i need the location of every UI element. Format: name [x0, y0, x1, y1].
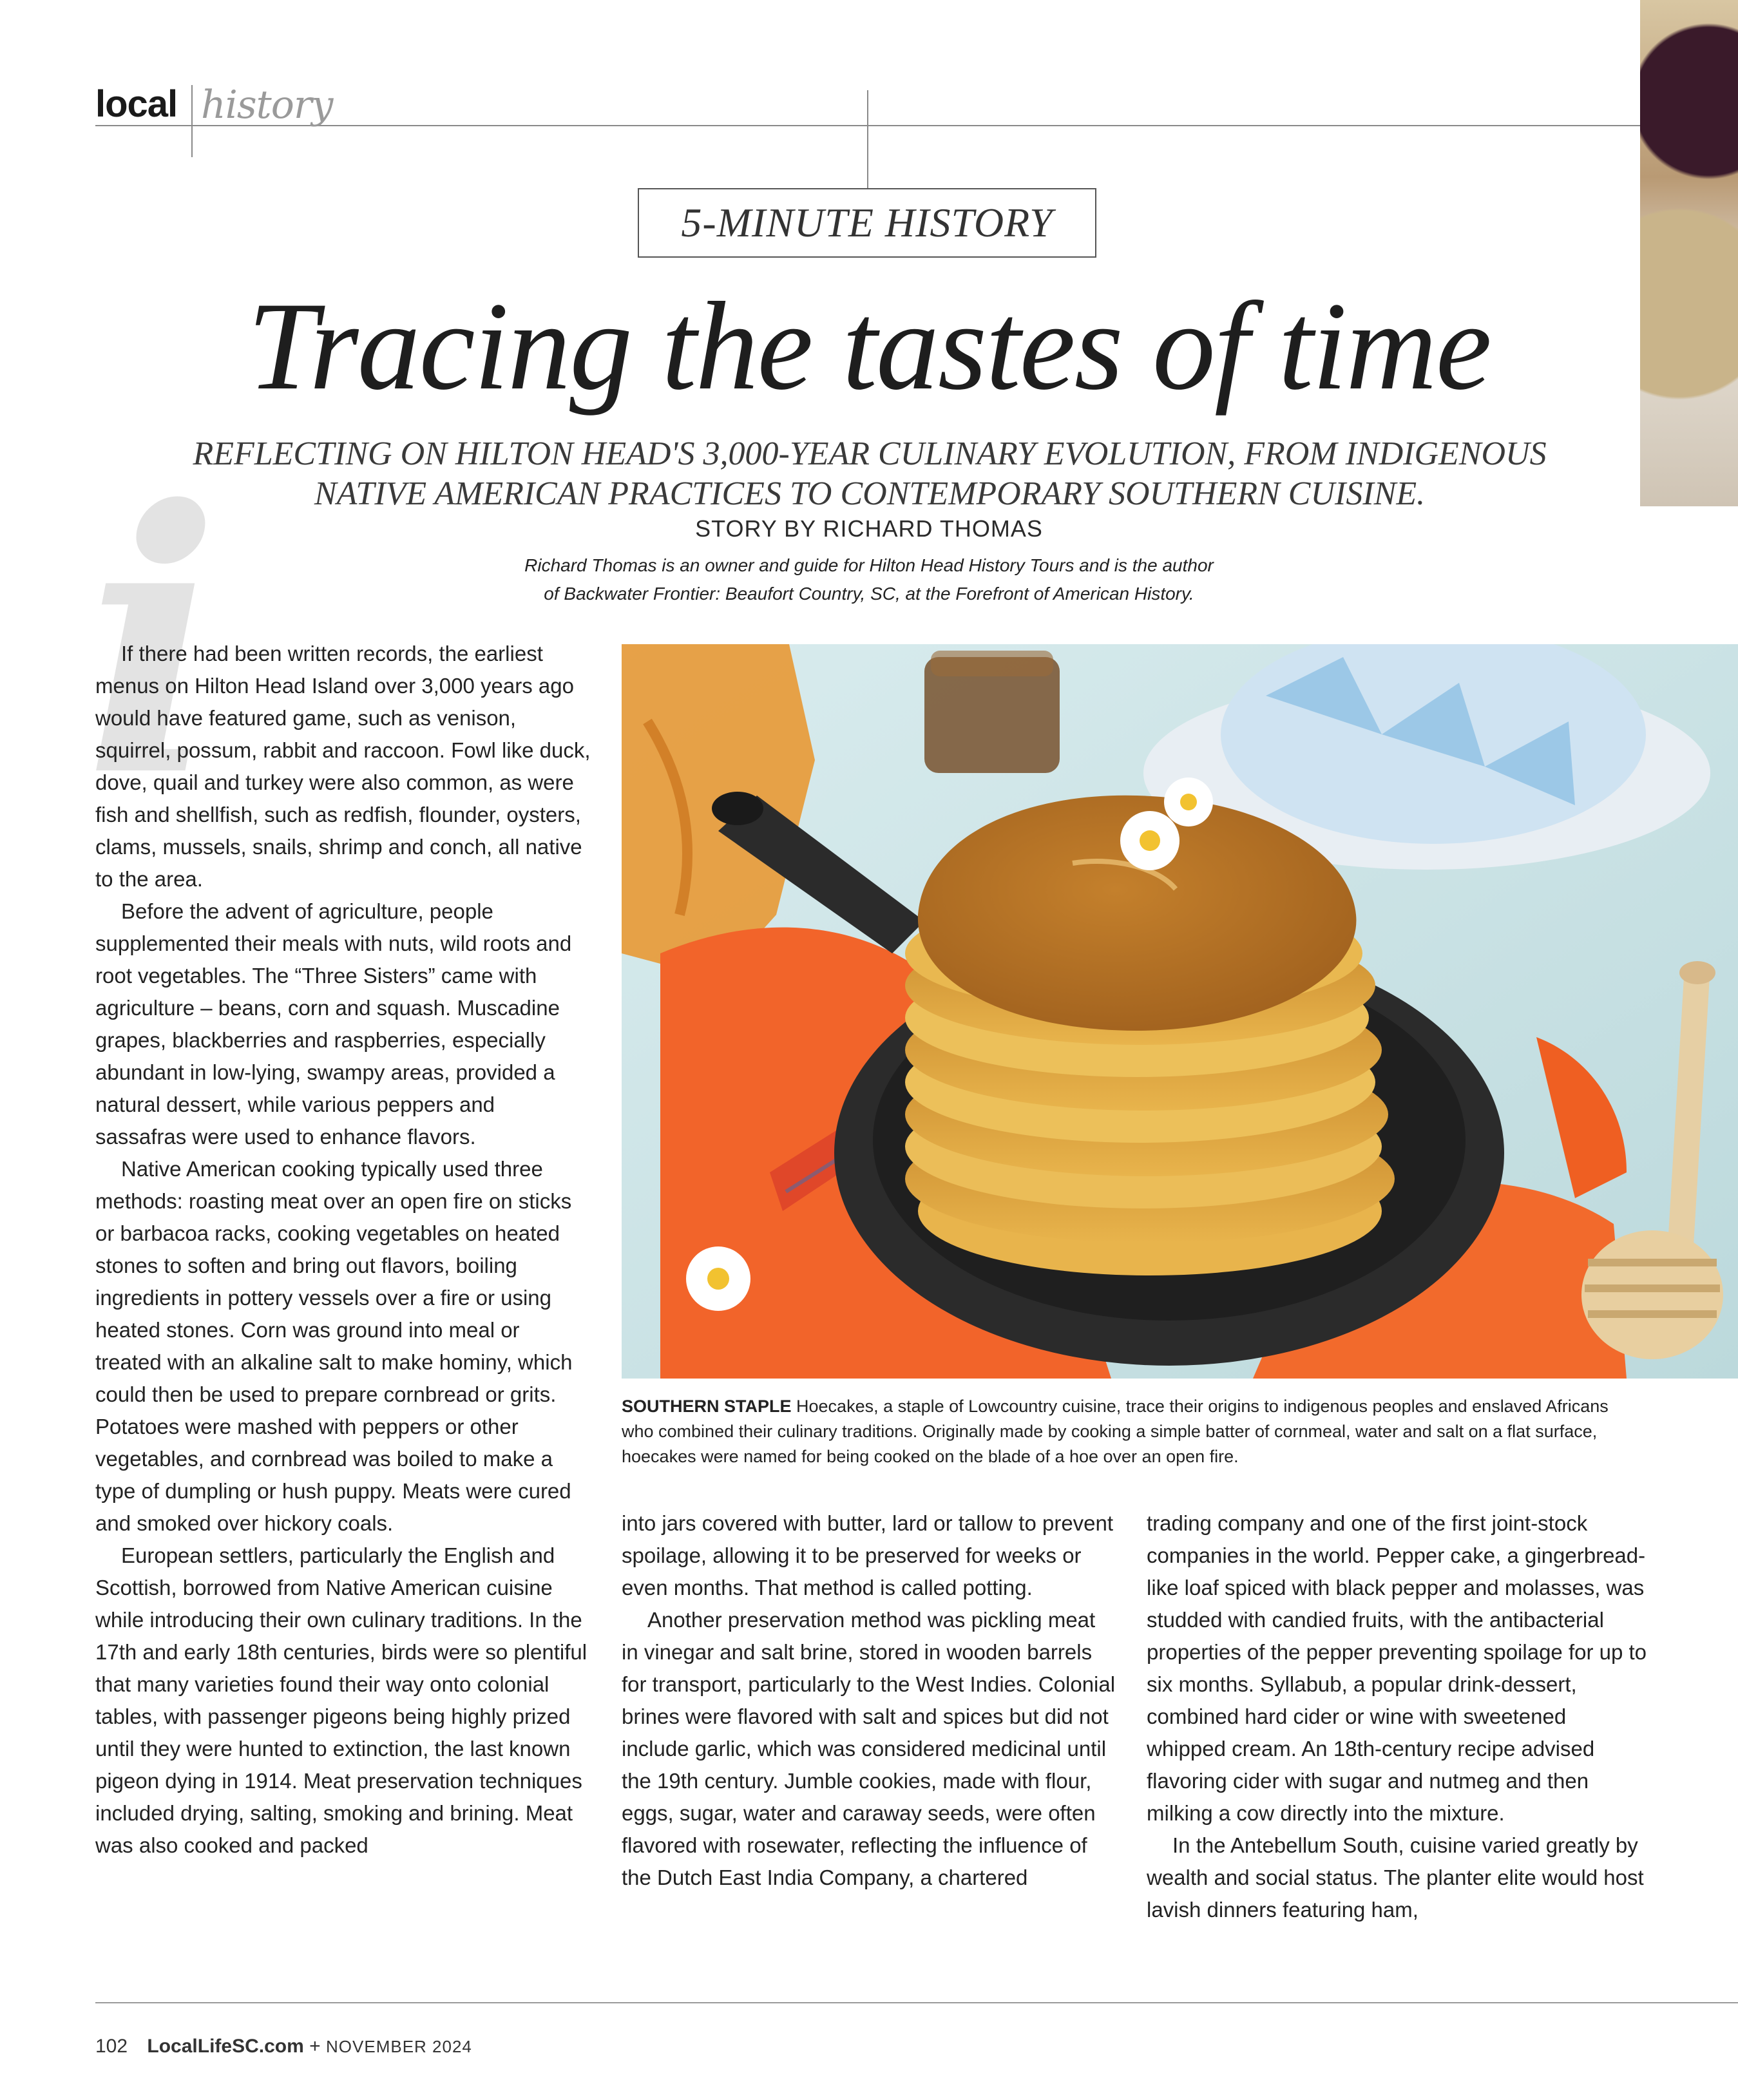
paragraph: trading company and one of the first joint-stock companies in the world. Pepper cake, a gingerbread-like loaf spiced with black pepper and molasses, was studded with candied fruits, with the antibacterial properties of the pepper preventing spoilage for up to six months. Syllabub, a popular drink-dessert, combined hard cider or wine with sweetened whipped cream. An 18th-century recipe advised flavoring cider with sugar and nutmeg and then milking a cow directly into the mixture.: [1147, 1511, 1647, 1825]
author-bio: [0, 551, 1738, 608]
dek-line: NATIVE AMERICAN PRACTICES TO CONTEMPORARY SOUTHERN CUISINE.: [314, 475, 1426, 512]
photo-caption: [622, 1394, 1627, 1469]
page-footer: [95, 2036, 472, 2057]
page-number: 102: [95, 2036, 128, 2057]
paragraph: Before the advent of agriculture, people supplemented their meals with nuts, wild roots and root vegetables. The “Three Sisters” came with agriculture – beans, corn and squash. Muscadine grapes, blackberries and raspberries, especially abundant in low-lying, swampy areas, provided a natural dessert, while various peppers and sassafras were used to enhance flavors.: [95, 899, 572, 1149]
bio-line: Richard Thomas is an owner and guide for Hilton Head History Tours and is the author: [524, 555, 1214, 575]
caption-lead: SOUTHERN STAPLE: [622, 1397, 792, 1416]
byline: STORY BY RICHARD THOMAS: [695, 515, 1043, 542]
article-title: Tracing the tastes of time: [247, 276, 1491, 416]
site-name: LocalLifeSC.com: [147, 2036, 304, 2057]
caption-text: Hoecakes, a staple of Lowcountry cuisine, trace their origins to indigenous peoples and enslaved Africans who combined their culinary traditions. Originally made by cooking a simple batter of cornmeal, water and salt on a flat surface, hoecakes were named for being cooked on the blade of a hoe over an open fire.: [622, 1397, 1609, 1466]
paragraph: In the Antebellum South, cuisine varied greatly by wealth and social status. The planter elite would host lavish dinners featuring ham,: [1147, 1833, 1644, 1922]
hoecake-photo: [622, 644, 1738, 1379]
footer-separator: +: [309, 2036, 321, 2057]
paragraph: If there had been written records, the earliest menus on Hilton Head Island over 3,000 years ago would have featured game, such as venison, squirrel, possum, rabbit and raccoon. Fowl like duck, dove, quail and turkey were also common, as were fish and shellfish, such as redfish, flounder, oysters, clams, mussels, snails, shrimp and conch, all native to the area.: [95, 642, 591, 891]
issue-date: NOVEMBER 2024: [326, 2037, 472, 2056]
kicker: 5-MINUTE HISTORY: [681, 200, 1053, 245]
paragraph: Another preservation method was pickling meat in vinegar and salt brine, stored in wooden barrels for transport, particularly to the West Indies. Colonial brines were flavored with salt and spices but did not include garlic, which was considered medicinal until the 19th century. Jumble cookies, made with flour, eggs, sugar, water and caraway seeds, were often flavored with rosewater, reflecting the influence of the Dutch East India Company, a chartered: [622, 1608, 1116, 1889]
section-subname: history: [201, 82, 333, 128]
article-column-3: [1147, 1507, 1649, 1926]
footer-rule: [95, 2002, 1738, 2003]
drop-cap: i: [84, 432, 221, 856]
section-divider: [191, 85, 193, 157]
paragraph: Native American cooking typically used three methods: roasting meat over an open fire on sticks or barbacoa racks, cooking vegetables on heated stones to soften and bring out flavors, boiling ingredients in pottery vessels over a fire or using heated stones. Corn was ground into meal or treated with an alkaline salt to make hominy, which could then be used to prepare cornbread or grits. Potatoes were mashed with peppers or other vegetables, and cornbread was boiled to make a type of dumpling or hush puppy. Meats were cured and smoked over hickory coals.: [95, 1157, 573, 1535]
article-dek: [103, 434, 1636, 514]
article-column-1: [95, 638, 591, 1862]
paragraph: into jars covered with butter, lard or tallow to prevent spoilage, allowing it to be preserved for weeks or even months. That method is called potting.: [622, 1511, 1114, 1599]
header-center-rule: [867, 90, 868, 188]
article-column-2: [622, 1507, 1118, 1894]
kicker-box: [638, 188, 1096, 258]
dek-line: REFLECTING ON HILTON HEAD'S 3,000-YEAR CULINARY EVOLUTION, FROM INDIGENOUS: [193, 435, 1547, 472]
section-name: local: [95, 83, 178, 125]
corner-photo: [1640, 0, 1738, 506]
paragraph: European settlers, particularly the English and Scottish, borrowed from Native American cuisine while introducing their own culinary traditions. In the 17th and early 18th centuries, birds were so plentiful that many varieties found their way onto colonial tables, with passenger pigeons being highly prized until they were hunted to extinction, the last known pigeon dying in 1914. Meat preservation techniques included drying, salting, smoking and brining. Meat was also cooked and packed: [95, 1543, 587, 1857]
bio-line: of Backwater Frontier: Beaufort Country, SC, at the Forefront of American History.: [544, 584, 1194, 604]
